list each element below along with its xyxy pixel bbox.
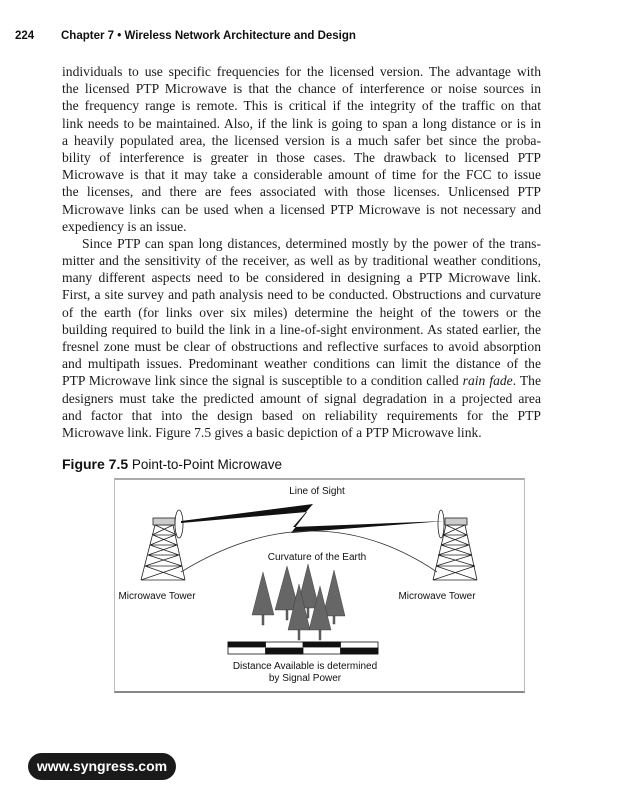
label-line-of-sight: Line of Sight bbox=[289, 486, 345, 497]
figure-caption bbox=[62, 456, 282, 472]
label-curvature: Curvature of the Earth bbox=[267, 552, 367, 563]
body-line: mitter and the sensitivity of the receiver, as well as by traditional weather conditions, bbox=[62, 253, 541, 269]
body-line: link needs to be maintained. Also, if the link is going to span a long distance or is in bbox=[62, 115, 541, 131]
body-line: of the earth (for links over six miles) determine the height of the towers or the bbox=[62, 304, 541, 320]
body-line: and multipath issues. Predominant weather conditions can limit the distance of the bbox=[62, 356, 541, 372]
emphasis-text: rain fade bbox=[462, 373, 513, 389]
body-line: and factor that into the design based on reliability requirements for the PTP bbox=[62, 407, 541, 423]
body-line: designers must take the predicted amount of signal degradation in a projected area bbox=[62, 390, 541, 406]
line-of-sight-bolt bbox=[181, 504, 445, 533]
label-distance-1: Distance Available is determined bbox=[232, 661, 378, 672]
right-tower-icon bbox=[433, 510, 477, 580]
body-line: Microwave links can be used when a licensed PTP Microwave is not necessary and bbox=[62, 201, 541, 217]
chapter-title: Chapter 7 • Wireless Network Architecture and Design bbox=[61, 30, 356, 42]
body-line: the frequency range is remote. This is critical if the integrity of the traffic on that bbox=[62, 98, 541, 114]
body-line: a heavily populated area, the licensed version is a much safer bet since the proba- bbox=[62, 132, 541, 148]
figure-number: Figure 7.5 bbox=[62, 456, 129, 472]
body-line: Microwave is that it may take a considerable amount of time for the FCC to issue bbox=[62, 167, 541, 183]
trees-icon bbox=[252, 564, 345, 640]
body-line: Microwave link. Figure 7.5 gives a basic depiction of a PTP Microwave link. bbox=[62, 424, 482, 440]
body-line: Since PTP can span long distances, determined mostly by the power of the trans- bbox=[82, 235, 541, 251]
body-line: fresnel zone must be clear of obstructions and reflective surfaces to avoid absorption bbox=[62, 339, 541, 354]
figure-title: Point-to-Point Microwave bbox=[131, 457, 282, 472]
page-number: 224 bbox=[15, 30, 35, 42]
body-line: bility of interference is greater in those cases. The drawback to licensed PTP bbox=[62, 149, 541, 165]
label-tower-right: Microwave Tower bbox=[398, 591, 476, 602]
body-line: many different aspects need to be considered in designing a PTP Microwave link. bbox=[62, 270, 541, 286]
figure-ptp-microwave bbox=[114, 478, 525, 693]
line-segment: . The bbox=[512, 373, 541, 389]
publisher-url-link[interactable]: www.syngress.com bbox=[28, 753, 176, 780]
line-segment: PTP Microwave link since the signal is susceptible to a condition called bbox=[62, 373, 463, 389]
label-distance-2: by Signal Power bbox=[268, 673, 342, 684]
body-line bbox=[62, 372, 541, 389]
body-text bbox=[62, 63, 541, 441]
body-line: the licenses, and there are fees associated with those licenses. Unlicensed PTP bbox=[62, 184, 541, 200]
body-line: building required to build the link in a line-of-sight environment. As stated earlier, the bbox=[62, 321, 541, 337]
body-line: individuals to use specific frequencies for the licensed version. The advantage with bbox=[62, 64, 541, 79]
body-line: the licensed PTP Microwave is that the chance of interference or noise sources in bbox=[62, 81, 541, 97]
label-tower-left: Microwave Tower bbox=[118, 591, 196, 602]
distance-scale-bar bbox=[228, 642, 378, 654]
body-line: expediency is an issue. bbox=[62, 218, 187, 234]
body-line: First, a site survey and path analysis need to be conducted. Obstructions and curvature bbox=[62, 287, 541, 303]
left-tower-icon bbox=[141, 510, 185, 580]
